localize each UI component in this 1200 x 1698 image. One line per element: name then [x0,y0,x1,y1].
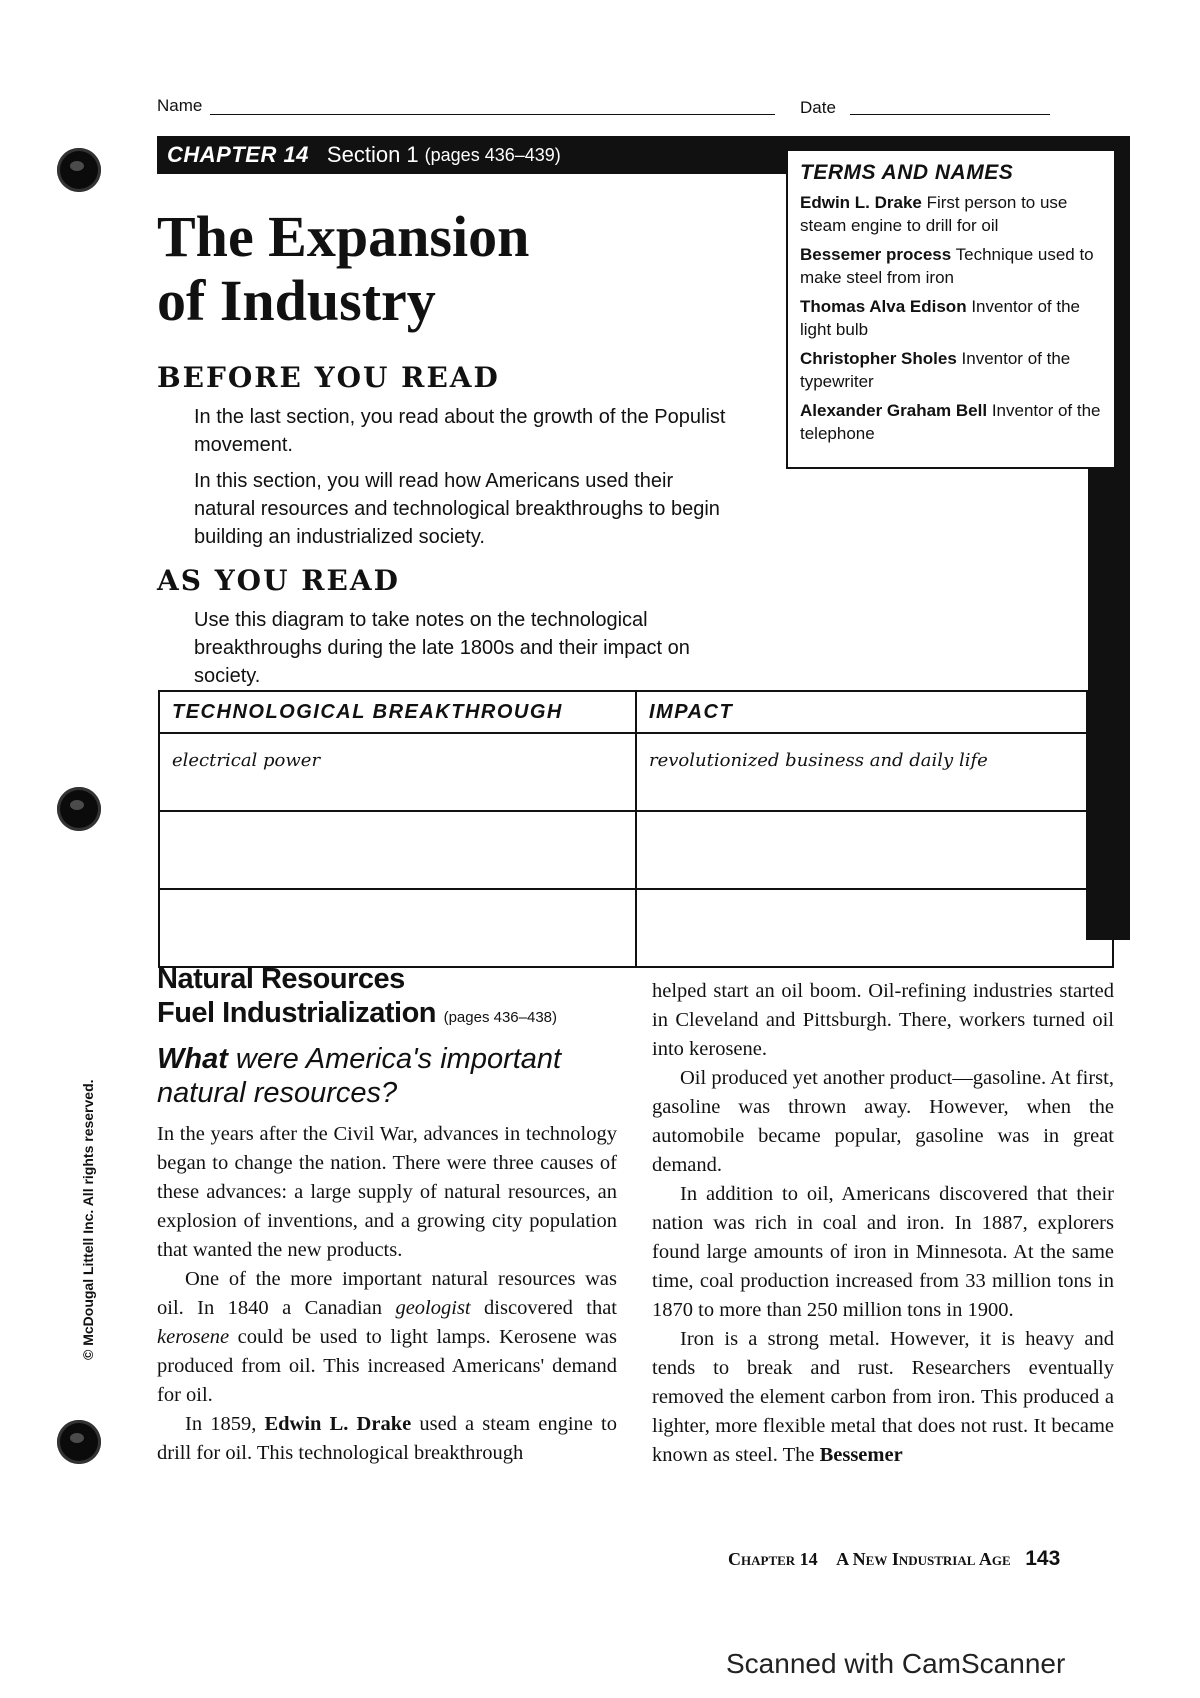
key-term-drake: Edwin L. Drake [264,1413,412,1435]
impact-cell[interactable] [636,811,1113,889]
breakthrough-cell[interactable] [159,811,636,889]
as-you-read-text: Use this diagram to take notes on the technological breakthroughs during the late 1800s and their impact on society. [194,609,690,687]
page-footer [728,1547,1060,1571]
date-label: Date [800,98,836,117]
term-name: Thomas Alva Edison [800,297,967,316]
key-term-bessemer: Bessemer [819,1444,903,1466]
impact-cell[interactable] [636,889,1113,967]
term-item [800,243,1102,289]
left-para-2 [157,1265,617,1410]
table-header-row [159,691,1113,733]
before-you-read-text [194,403,734,551]
text-run: One of the more important natural resources was oil. In 1840 a Canadian [157,1268,617,1319]
text-run: Iron is a strong metal. However, it is heavy and tends to break and rust. Researchers eventually removed the element carbon from iron. This produced a lighter, more flexible metal that does not rust. It became known as steel. The [652,1328,1114,1466]
section-heading-line-2 [157,996,557,1035]
term-definition: Technique used to make steel from iron [800,245,1094,287]
section-pages: (pages 436–439) [424,144,561,165]
notes-table [158,690,1114,968]
right-column [652,977,1114,1470]
title-line-1: The Expansion [157,204,530,269]
page-title [157,205,529,333]
focus-question-bold: What [157,1043,228,1075]
punch-hole-top [57,148,101,192]
frame-corner [1086,690,1130,940]
text-run: discovered that [470,1297,617,1319]
left-para-1: In the years after the Civil War, advances in technology began to change the nation. There were three causes of these advances: a large supply of natural resources, an explosion of inventions, and a growing city population that wanted the new products. [157,1123,617,1261]
term-name: Christopher Sholes [800,349,957,368]
chapter-bar [157,136,787,174]
focus-question-rest: were America's important [227,1043,562,1075]
name-label: Name [157,96,203,115]
punch-hole-middle [57,787,101,831]
breakthrough-cell[interactable] [159,889,636,967]
chapter-label: CHAPTER 14 [167,142,309,167]
punch-hole-bottom [57,1420,101,1464]
table-row [159,889,1113,967]
table-row [159,733,1113,811]
frame-top-edge [786,136,1130,150]
footer-chapter: Chapter 14 [728,1549,818,1569]
term-item [800,191,1102,237]
text-run: used a steam engine to drill for oil. This technological breakthrough [157,1413,617,1464]
term-name: Bessemer process [800,245,952,264]
focus-question-line-1 [157,1042,561,1076]
right-para-1: helped start an oil boom. Oil-refining industries started in Cleveland and Pittsburgh. There, workers turned oil into kerosene. [652,980,1114,1060]
text-run: could be used to light lamps. Kerosene was produced from oil. This increased Americans' demand for oil. [157,1326,617,1406]
before-you-read-heading: BEFORE YOU READ [157,361,500,394]
left-column [157,1120,617,1468]
copyright-notice: © McDougal Littell Inc. All rights reserved. [80,1079,96,1360]
glossary-term-kerosene: kerosene [157,1326,230,1348]
before-you-read-para-2: In this section, you will read how Americans used their natural resources and technological breakthroughs to begin building an industrialized society. [194,470,720,548]
impact-cell[interactable]: revolutionized business and daily life [636,733,1113,811]
focus-question [157,1042,561,1110]
before-you-read-para-1: In the last section, you read about the growth of the Populist movement. [194,406,726,456]
term-name: Edwin L. Drake [800,193,922,212]
table-row [159,811,1113,889]
section-heading [157,962,557,1035]
scanner-watermark: Scanned with CamScanner [726,1648,1066,1679]
term-item [800,347,1102,393]
right-para-3: In addition to oil, Americans discovered that their nation was rich in coal and iron. In 1887, explorers found large amounts of iron in Minnesota. At the same time, coal production increased from 33 million tons in 1870 to more than 250 million tons in 1900. [652,1183,1114,1321]
terms-and-names-box [786,149,1116,469]
term-definition: First person to use steam engine to drill for oil [800,193,1068,235]
page-number: 143 [1025,1547,1061,1570]
term-definition: Inventor of the light bulb [800,297,1080,339]
footer-title: A New Industrial Age [836,1549,1011,1569]
date-line [850,114,1050,115]
focus-question-line-2: natural resources? [157,1077,398,1109]
section-heading-line-1: Natural Resources [157,963,405,995]
as-you-read-heading: AS YOU READ [157,564,400,597]
term-name: Alexander Graham Bell [800,401,988,420]
right-para-2: Oil produced yet another product—gasoline. At first, gasoline was thrown away. However, when the automobile became popular, gasoline was in great demand. [652,1067,1114,1176]
glossary-term-geologist: geologist [395,1297,471,1319]
section-label: Section 1 [326,142,419,167]
name-line [210,114,775,115]
right-para-4 [652,1325,1114,1470]
term-item [800,399,1102,445]
col-header-breakthrough: TECHNOLOGICAL BREAKTHROUGH [159,691,636,733]
left-para-3 [157,1410,617,1468]
col-header-impact: IMPACT [636,691,1113,733]
title-line-2: of Industry [157,268,436,333]
terms-heading: TERMS AND NAMES [800,161,1014,184]
term-definition: Inventor of the telephone [800,401,1101,443]
term-item [800,295,1102,341]
text-run: In 1859, [185,1413,265,1435]
breakthrough-cell[interactable]: electrical power [159,733,636,811]
section-heading-pages: (pages 436–438) [443,1009,558,1026]
section-heading-text: Fuel Industrialization [157,997,437,1029]
term-definition: Inventor of the typewriter [800,349,1071,391]
